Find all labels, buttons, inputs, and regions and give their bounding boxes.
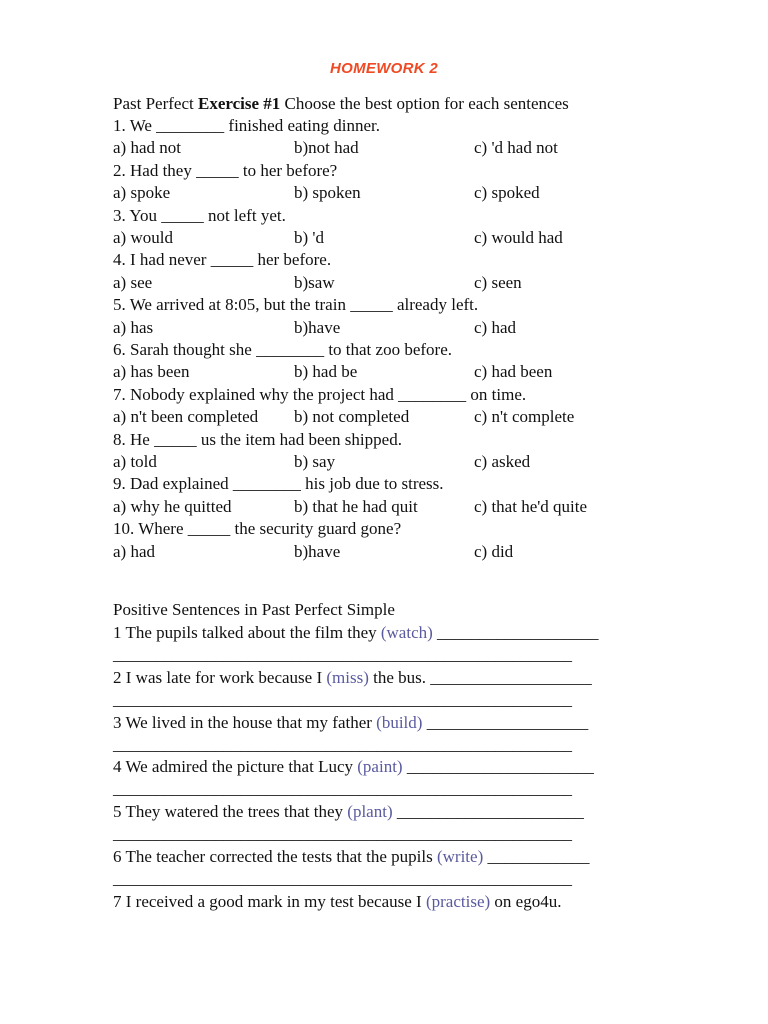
option-c: c) that he'd quite — [474, 496, 588, 516]
item-answer-blank: the bus. ___________________ — [368, 667, 592, 687]
item-text: 7 I received a good mark in my test because I — [113, 891, 426, 911]
item-verb: (practise) — [425, 891, 491, 911]
option-a: a) had not — [113, 138, 181, 158]
option-b: b) not completed — [294, 407, 410, 427]
exercise2-item — [113, 847, 590, 867]
option-c: c) would had — [474, 228, 563, 247]
answer-line: ______________________________________________________ — [113, 869, 572, 888]
question-text: 1. We ________ finished eating dinner. — [113, 116, 380, 135]
exercise2-item — [113, 802, 584, 822]
item-text: 1 The pupils talked about the film they — [113, 623, 381, 642]
question-text: 6. Sarah thought she ________ to that zoo before. — [113, 340, 452, 359]
option-a: a) told — [113, 452, 157, 471]
item-text: 2 I was late for work because I — [113, 667, 327, 687]
option-c: c) had — [474, 317, 517, 337]
option-a: a) why he quitted — [113, 496, 232, 516]
item-answer-blank: ___________________ — [422, 712, 589, 732]
item-text: 4 We admired the picture that Lucy — [113, 757, 358, 777]
item-verb: (build) — [376, 712, 423, 732]
question-text: 7. Nobody explained why the project had ________ on time. — [113, 384, 527, 404]
option-a: a) has been — [113, 362, 190, 382]
item-verb: (plant) — [347, 802, 393, 822]
heading-pre: Past Perfect — [113, 94, 198, 113]
item-answer-blank: ______________________ — [402, 757, 594, 777]
option-b: b) that he had quit — [294, 496, 418, 516]
question-text: 2. Had they _____ to her before? — [113, 160, 338, 180]
option-c: c) seen — [474, 272, 522, 292]
question-text: 8. He _____ us the item had been shipped. — [113, 429, 402, 449]
exercise2-item — [113, 713, 588, 733]
item-answer-blank: ____________ — [483, 847, 590, 866]
answer-line: ______________________________________________________ — [113, 779, 572, 799]
page-title: HOMEWORK 2 — [330, 60, 438, 77]
exercise2-heading: Positive Sentences in Past Perfect Simple — [113, 600, 395, 619]
question-text: 10. Where _____ the security guard gone? — [113, 519, 402, 539]
item-verb: (paint) — [357, 757, 403, 777]
option-a: a) spoke — [113, 183, 171, 203]
answer-line: ______________________________________________________ — [113, 689, 572, 709]
item-answer-blank: ______________________ — [392, 802, 584, 822]
option-c: c) n't complete — [474, 407, 575, 427]
heading-bold: Exercise #1 — [197, 94, 281, 113]
item-verb: (miss) — [326, 667, 369, 687]
answer-line: ______________________________________________________ — [113, 645, 572, 664]
option-a: a) had — [113, 541, 156, 561]
item-text: 3 We lived in the house that my father — [113, 712, 377, 732]
exercise2-item — [113, 623, 599, 643]
exercise2-item — [113, 668, 592, 688]
option-b: b)not had — [294, 138, 359, 158]
option-b: b)have — [294, 317, 341, 337]
exercise2-item — [113, 892, 561, 912]
heading-post: Choose the best option for each sentences — [280, 94, 569, 113]
option-b: b)saw — [294, 272, 335, 292]
item-text: 5 They watered the trees that they — [113, 802, 348, 822]
option-a: a) would — [113, 228, 173, 247]
option-a: a) has — [113, 317, 154, 337]
option-c: c) 'd had not — [474, 138, 558, 158]
answer-line: ______________________________________________________ — [113, 734, 572, 754]
item-verb: (write) — [436, 847, 484, 866]
option-a: a) see — [113, 272, 153, 292]
option-c: c) spoked — [474, 183, 540, 203]
option-b: b) say — [294, 452, 336, 471]
option-b: b)have — [294, 541, 341, 561]
question-text: 4. I had never _____ her before. — [113, 250, 332, 270]
option-b: b) spoken — [294, 183, 361, 203]
option-b: b) had be — [294, 362, 358, 382]
option-c: c) did — [474, 541, 514, 561]
option-b: b) 'd — [294, 228, 324, 247]
item-answer-blank: ___________________ — [432, 623, 599, 642]
exercise1-heading — [113, 94, 569, 114]
question-text: 3. You _____ not left yet. — [113, 205, 286, 225]
option-a: a) n't been completed — [113, 407, 259, 427]
answer-line: ______________________________________________________ — [113, 824, 572, 844]
option-c: c) asked — [474, 452, 531, 471]
item-verb: (watch) — [380, 623, 433, 642]
exercise2-item — [113, 757, 594, 777]
item-text: 6 The teacher corrected the tests that the pupils — [113, 847, 437, 866]
option-c: c) had been — [474, 362, 553, 382]
question-text: 5. We arrived at 8:05, but the train _____ already left. — [113, 295, 479, 315]
question-text: 9. Dad explained ________ his job due to stress. — [113, 474, 444, 494]
item-answer-blank: on ego4u. — [490, 891, 562, 911]
